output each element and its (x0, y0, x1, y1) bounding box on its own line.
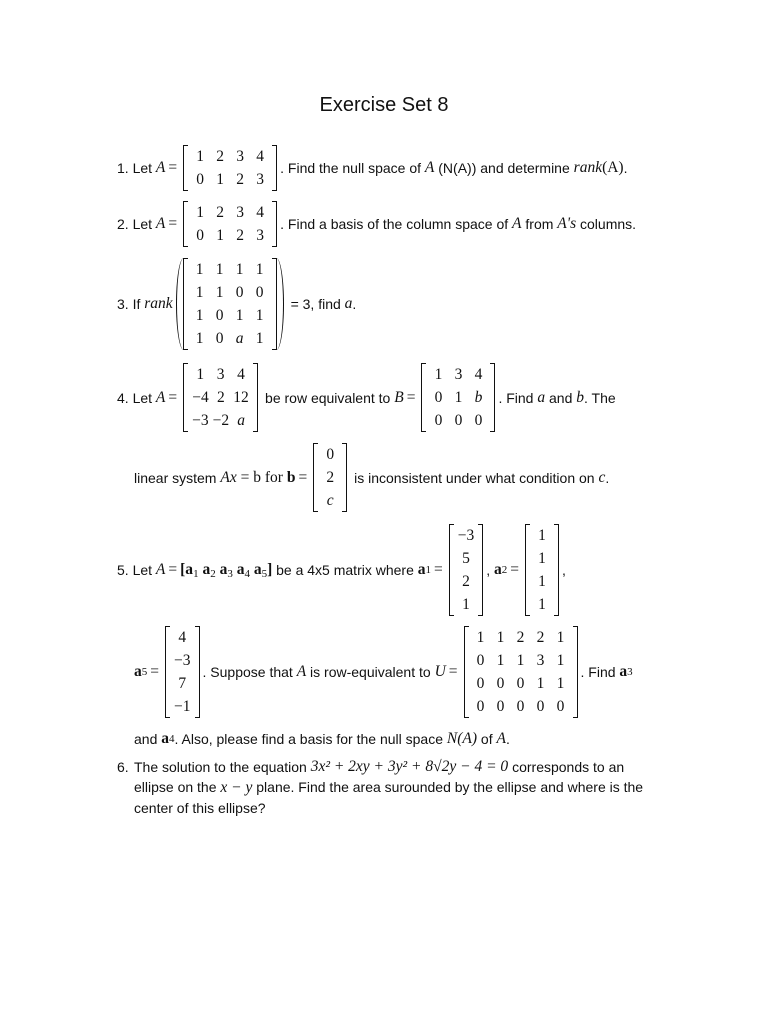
matrix-cell: 1 (196, 366, 205, 383)
matrix-row (190, 386, 251, 409)
rank-parens (176, 258, 284, 350)
matrix-cell: 3 (216, 366, 225, 383)
matrix-cell: 1 (196, 204, 205, 221)
page-title: Exercise Set 8 (319, 94, 449, 116)
matrix-cell: 0 (434, 389, 443, 406)
matrix-cell: 0 (556, 698, 565, 715)
matrix-cell: 3 (236, 148, 245, 165)
matrix-cell: −1 (174, 698, 191, 715)
matrix-cell: 0 (474, 412, 483, 429)
matrix-cell: 1 (516, 652, 525, 669)
matrix-cell: 1 (536, 675, 545, 692)
matrix-cell: 0 (496, 675, 505, 692)
matrix-cell: 0 (476, 698, 485, 715)
matrix-cell: 1 (195, 307, 204, 324)
matrix-cell: 2 (216, 148, 225, 165)
matrix-cell: 1 (462, 596, 470, 613)
matrix-cell: −3 (192, 412, 209, 429)
problem-5: 5. Let A = [$a_1$ $a_2$ $a_3$ $a_4$ $a_5$] be a 4x5 matrix where a 1 = −3 5 2 1 , a 2 = 1 1 1 1 , (117, 524, 566, 616)
matrix-cell: 0 (215, 307, 224, 324)
matrix-cell: 0 (215, 330, 224, 347)
matrix-row (471, 626, 571, 649)
matrix-p2 (183, 201, 277, 247)
matrix-row (428, 363, 488, 386)
matrix-u (464, 626, 578, 718)
problem-6: 6. The solution to the equation 3x² + 2xy + 3y² + 8√2y − 4 = 0 corresponds to an ellipse on the x − y plane. Find the area surounded by the ellipse and where is the center of this ellipse? (117, 758, 644, 816)
matrix-row (471, 672, 571, 695)
matrix-cell: 1 (195, 261, 204, 278)
matrix-row (190, 168, 270, 191)
matrix-row (190, 145, 270, 168)
matrix-row (532, 547, 552, 570)
matrix-cell: 1 (195, 284, 204, 301)
matrix-row (532, 524, 552, 547)
matrix-cell: 1 (556, 652, 565, 669)
matrix-cell: 1 (195, 330, 204, 347)
matrix-row (190, 258, 270, 281)
matrix-cell: −3 (457, 527, 475, 544)
matrix-cell: 0 (454, 412, 463, 429)
matrix-cell: 1 (538, 527, 546, 544)
matrix-cell: 2 (462, 573, 470, 590)
matrix-cell: 1 (215, 261, 224, 278)
matrix-cell: 2 (216, 204, 225, 221)
matrix-cell: 0 (536, 698, 545, 715)
matrix-cell: 1 (255, 261, 264, 278)
matrix-cell: 1 (538, 550, 546, 567)
problem-1: 1. Let A = 1 2 3 4 0 1 2 3 . Find the null space of A (N(A)) and determine rank (A) . (117, 145, 628, 191)
matrix-cell: 0 (516, 698, 525, 715)
matrix-p1 (183, 145, 277, 191)
matrix-cell: 1 (556, 629, 565, 646)
matrix-row (532, 593, 552, 616)
matrix-cell: 2 (326, 469, 335, 486)
matrix-row (456, 547, 477, 570)
matrix-cell: 1 (476, 629, 485, 646)
matrix-cell: b (474, 389, 483, 406)
matrix-cell: −4 (192, 389, 209, 406)
matrix-row (428, 386, 488, 409)
matrix-cell: 0 (326, 446, 335, 463)
matrix-cell: 3 (256, 227, 265, 244)
matrix-cell: −2 (212, 412, 230, 429)
matrix-cell: 2 (236, 171, 245, 188)
vector-a5 (165, 626, 200, 718)
matrix-cell: 1 (216, 227, 225, 244)
matrix-cell: 2 (217, 389, 225, 406)
matrix-row (172, 649, 193, 672)
matrix-cell: 1 (255, 307, 264, 324)
matrix-row (190, 224, 270, 247)
matrix-p3 (183, 258, 277, 350)
vector-p4 (313, 443, 347, 512)
matrix-cell: 0 (476, 675, 485, 692)
matrix-row (190, 304, 270, 327)
matrix-cell: 0 (196, 227, 205, 244)
matrix-row (532, 570, 552, 593)
matrix-cell: 12 (233, 389, 249, 406)
matrix-cell: 4 (178, 629, 187, 646)
matrix-cell: 1 (235, 307, 244, 324)
problem-5-line-2: a 5 = 4 −3 7 −1 . Suppose that A is row-equivalent to U = 1 1 2 2 1 0 1 1 3 1 0 0 0 1 1 0 0 0 0 0 . Find a 3 (134, 626, 633, 718)
matrix-cell: c (326, 492, 334, 509)
matrix-cell: 1 (454, 389, 463, 406)
problem-4: 4. Let A = 1 3 4 −4 2 12 −3 −2 a be row equivalent to B = 1 3 4 0 1 b 0 0 0 . Find a and b . The (117, 363, 616, 432)
matrix-row (456, 524, 477, 547)
matrix-row (471, 695, 571, 718)
matrix-cell: 2 (516, 629, 525, 646)
matrix-cell: 3 (256, 171, 265, 188)
matrix-row (172, 626, 193, 649)
matrix-cell: 4 (237, 366, 245, 383)
matrix-cell: a (237, 412, 246, 429)
matrix-cell: 1 (496, 652, 505, 669)
matrix-cell: 2 (236, 227, 245, 244)
matrix-cell: 1 (215, 284, 224, 301)
matrix-cell: 0 (434, 412, 443, 429)
matrix-row (172, 695, 193, 718)
matrix-row (190, 409, 251, 432)
matrix-row (190, 201, 270, 224)
matrix-cell: 1 (434, 366, 443, 383)
matrix-cell: 3 (454, 366, 463, 383)
matrix-cell: 1 (496, 629, 505, 646)
matrix-p4-b (421, 363, 495, 432)
matrix-cell: 5 (462, 550, 470, 567)
matrix-row (320, 489, 340, 512)
matrix-row (428, 409, 488, 432)
matrix-row (190, 327, 270, 350)
matrix-row (471, 649, 571, 672)
matrix-cell: 2 (536, 629, 545, 646)
vector-a1 (449, 524, 484, 616)
matrix-cell: 4 (256, 204, 265, 221)
matrix-cell: 1 (216, 171, 225, 188)
matrix-p4-a (183, 363, 258, 432)
matrix-cell: 1 (255, 330, 264, 347)
matrix-cell: 4 (474, 366, 483, 383)
vector-a2 (525, 524, 559, 616)
matrix-cell: 1 (538, 596, 546, 613)
problem-3: 3. If rank 1 1 1 1 1 1 0 0 1 0 1 1 1 0 a 1 = 3, find a . (117, 258, 356, 350)
matrix-cell: 1 (196, 148, 205, 165)
matrix-cell: 7 (178, 675, 187, 692)
matrix-cell: 1 (235, 261, 244, 278)
matrix-cell: −3 (174, 652, 191, 669)
matrix-cell: 0 (496, 698, 505, 715)
matrix-row (456, 593, 477, 616)
matrix-cell: 4 (256, 148, 265, 165)
matrix-cell: 0 (235, 284, 244, 301)
matrix-cell: 1 (538, 573, 546, 590)
ellipse-equation: 3x² + 2xy + 3y² + 8√2y − 4 = 0 (310, 758, 509, 775)
matrix-row (190, 363, 251, 386)
matrix-cell: 0 (196, 171, 205, 188)
problem-2: 2. Let A = 1 2 3 4 0 1 2 3 . Find a basis of the column space of A from A's columns. (117, 201, 636, 247)
matrix-cell: 1 (556, 675, 565, 692)
matrix-row (320, 443, 340, 466)
matrix-cell: 3 (236, 204, 245, 221)
matrix-cell: 0 (255, 284, 264, 301)
problem-5-line-3: and a 4 . Also, please find a basis for the null space N(A) of A . (134, 730, 510, 747)
matrix-row (456, 570, 477, 593)
matrix-cell: 0 (516, 675, 525, 692)
matrix-row (190, 281, 270, 304)
matrix-row (172, 672, 193, 695)
matrix-cell: 3 (536, 652, 545, 669)
problem-4-line-2: linear system Ax = b for b = 0 2 c is inconsistent under what condition on c . (134, 443, 609, 512)
matrix-cell: 0 (476, 652, 485, 669)
matrix-cell: a (235, 330, 244, 347)
matrix-row (320, 466, 340, 489)
